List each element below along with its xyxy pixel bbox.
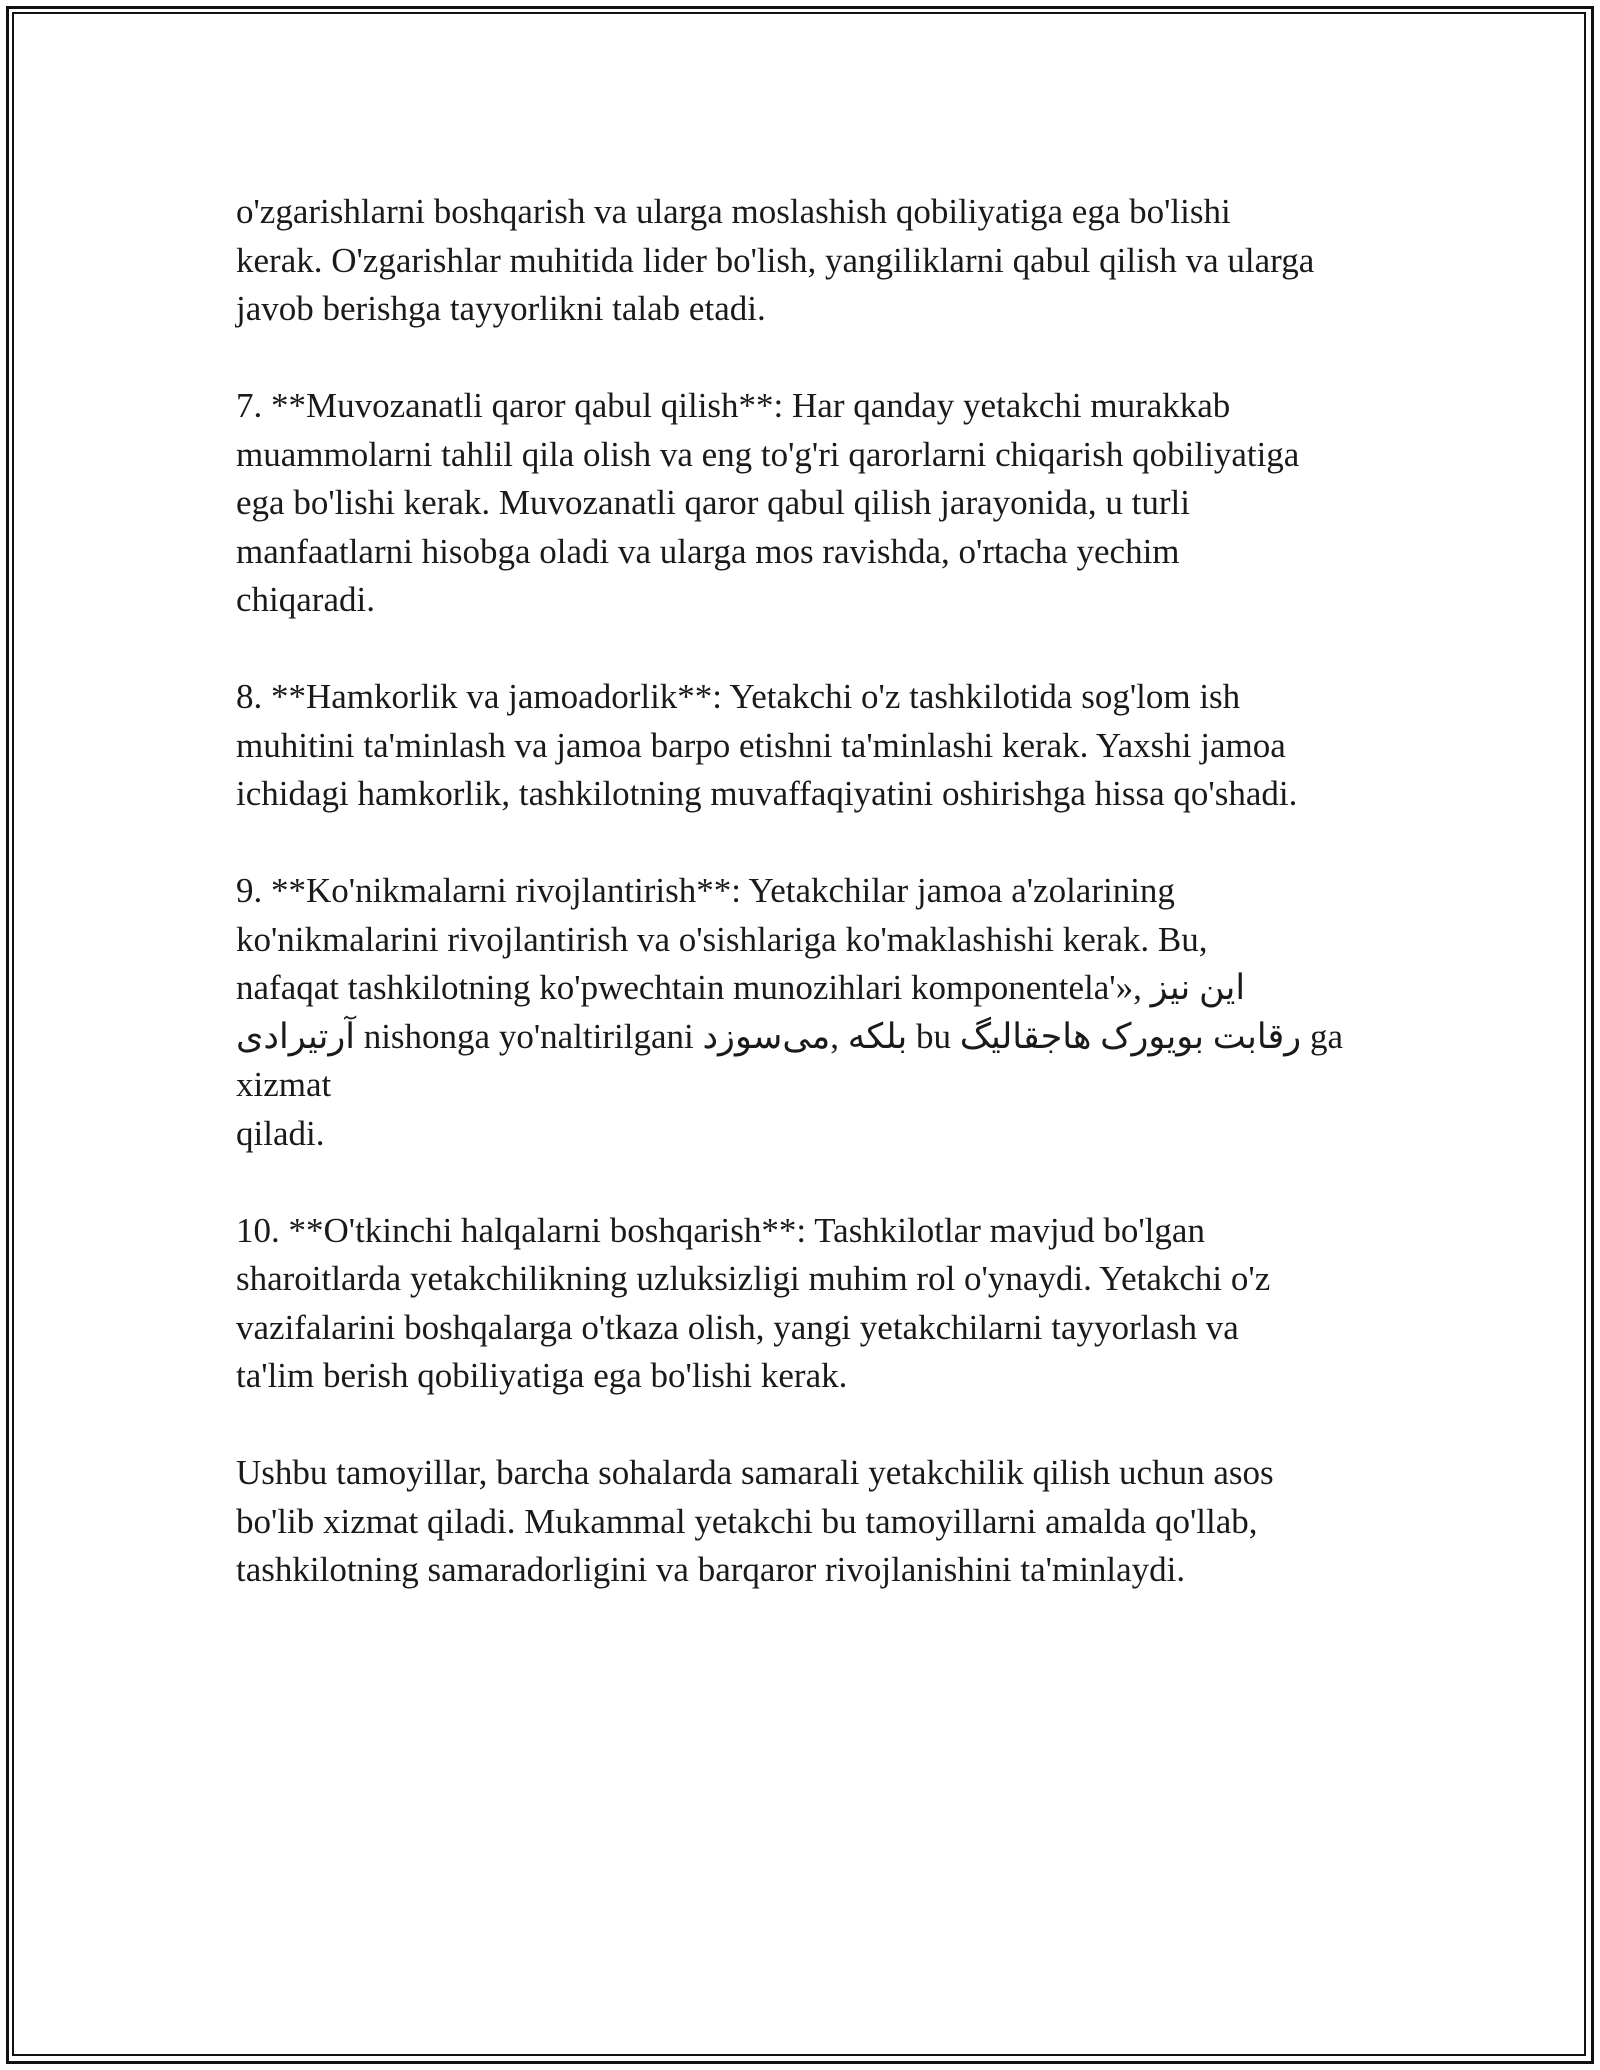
paragraph-intro-continuation: o'zgarishlarni boshqarish va ularga moslashish qobiliyatiga ega bo'lishi kerak. O'zgarishlar muhitida lider bo'lish, yangiliklarni qabul qilish va ularga javob berishga tayyorlikni talab etadi. xyxy=(236,192,1315,328)
paragraph-item-9: 9. **Ko'nikmalarni rivojlantirish**: Yetakchilar jamoa a'zolarining ko'nikmalarini rivojlantirish va o'sishlariga ko'maklashishi kerak. Bu, nafaqat tashkilotning ko'pwechtain munozihlari komponentela'», این نیز آرتیرادی nishonga yo'naltirilgani بلکه ,می‌سوزد bu رقابت بویورک هاجقالیگ ga xizmat qiladi. xyxy=(236,871,1343,1153)
paragraph-item-10: 10. **O'tkinchi halqalarni boshqarish**: Tashkilotlar mavjud bo'lgan sharoitlarda yetakchilikning uzluksizligi muhim rol o'ynaydi. Yetakchi o'z vazifalarini boshqalarga o'tkaza olish, yangi yetakchilarni tayyorlash va ta'lim berish qobiliyatiga ega bo'lishi kerak. xyxy=(236,1210,1271,1395)
document-body xyxy=(236,188,1376,1643)
paragraph-conclusion: Ushbu tamoyillar, barcha sohalarda samarali yetakchilik qilish uchun asos bo'lib xizmat qiladi. Mukammal yetakchi bu tamoyillarni amalda qo'llab, tashkilotning samaradorligini va barqaror rivojlanishini ta'minlaydi. xyxy=(236,1453,1274,1589)
paragraph-item-7: 7. **Muvozanatli qaror qabul qilish**: Har qanday yetakchi murakkab muammolarni tahlil qila olish va eng to'g'ri qarorlarni chiqarish qobiliyatiga ega bo'lishi kerak. Muvozanatli qaror qabul qilish jarayonida, u turli manfaatlarni hisobga oladi va ularga mos ravishda, o'rtacha yechim chiqaradi. xyxy=(236,386,1300,619)
paragraph-item-8: 8. **Hamkorlik va jamoadorlik**: Yetakchi o'z tashkilotida sog'lom ish muhitini ta'minlash va jamoa barpo etishni ta'minlashi kerak. Yaxshi jamoa ichidagi hamkorlik, tashkilotning muvaffaqiyatini oshirishga hissa qo'shadi. xyxy=(236,677,1298,813)
